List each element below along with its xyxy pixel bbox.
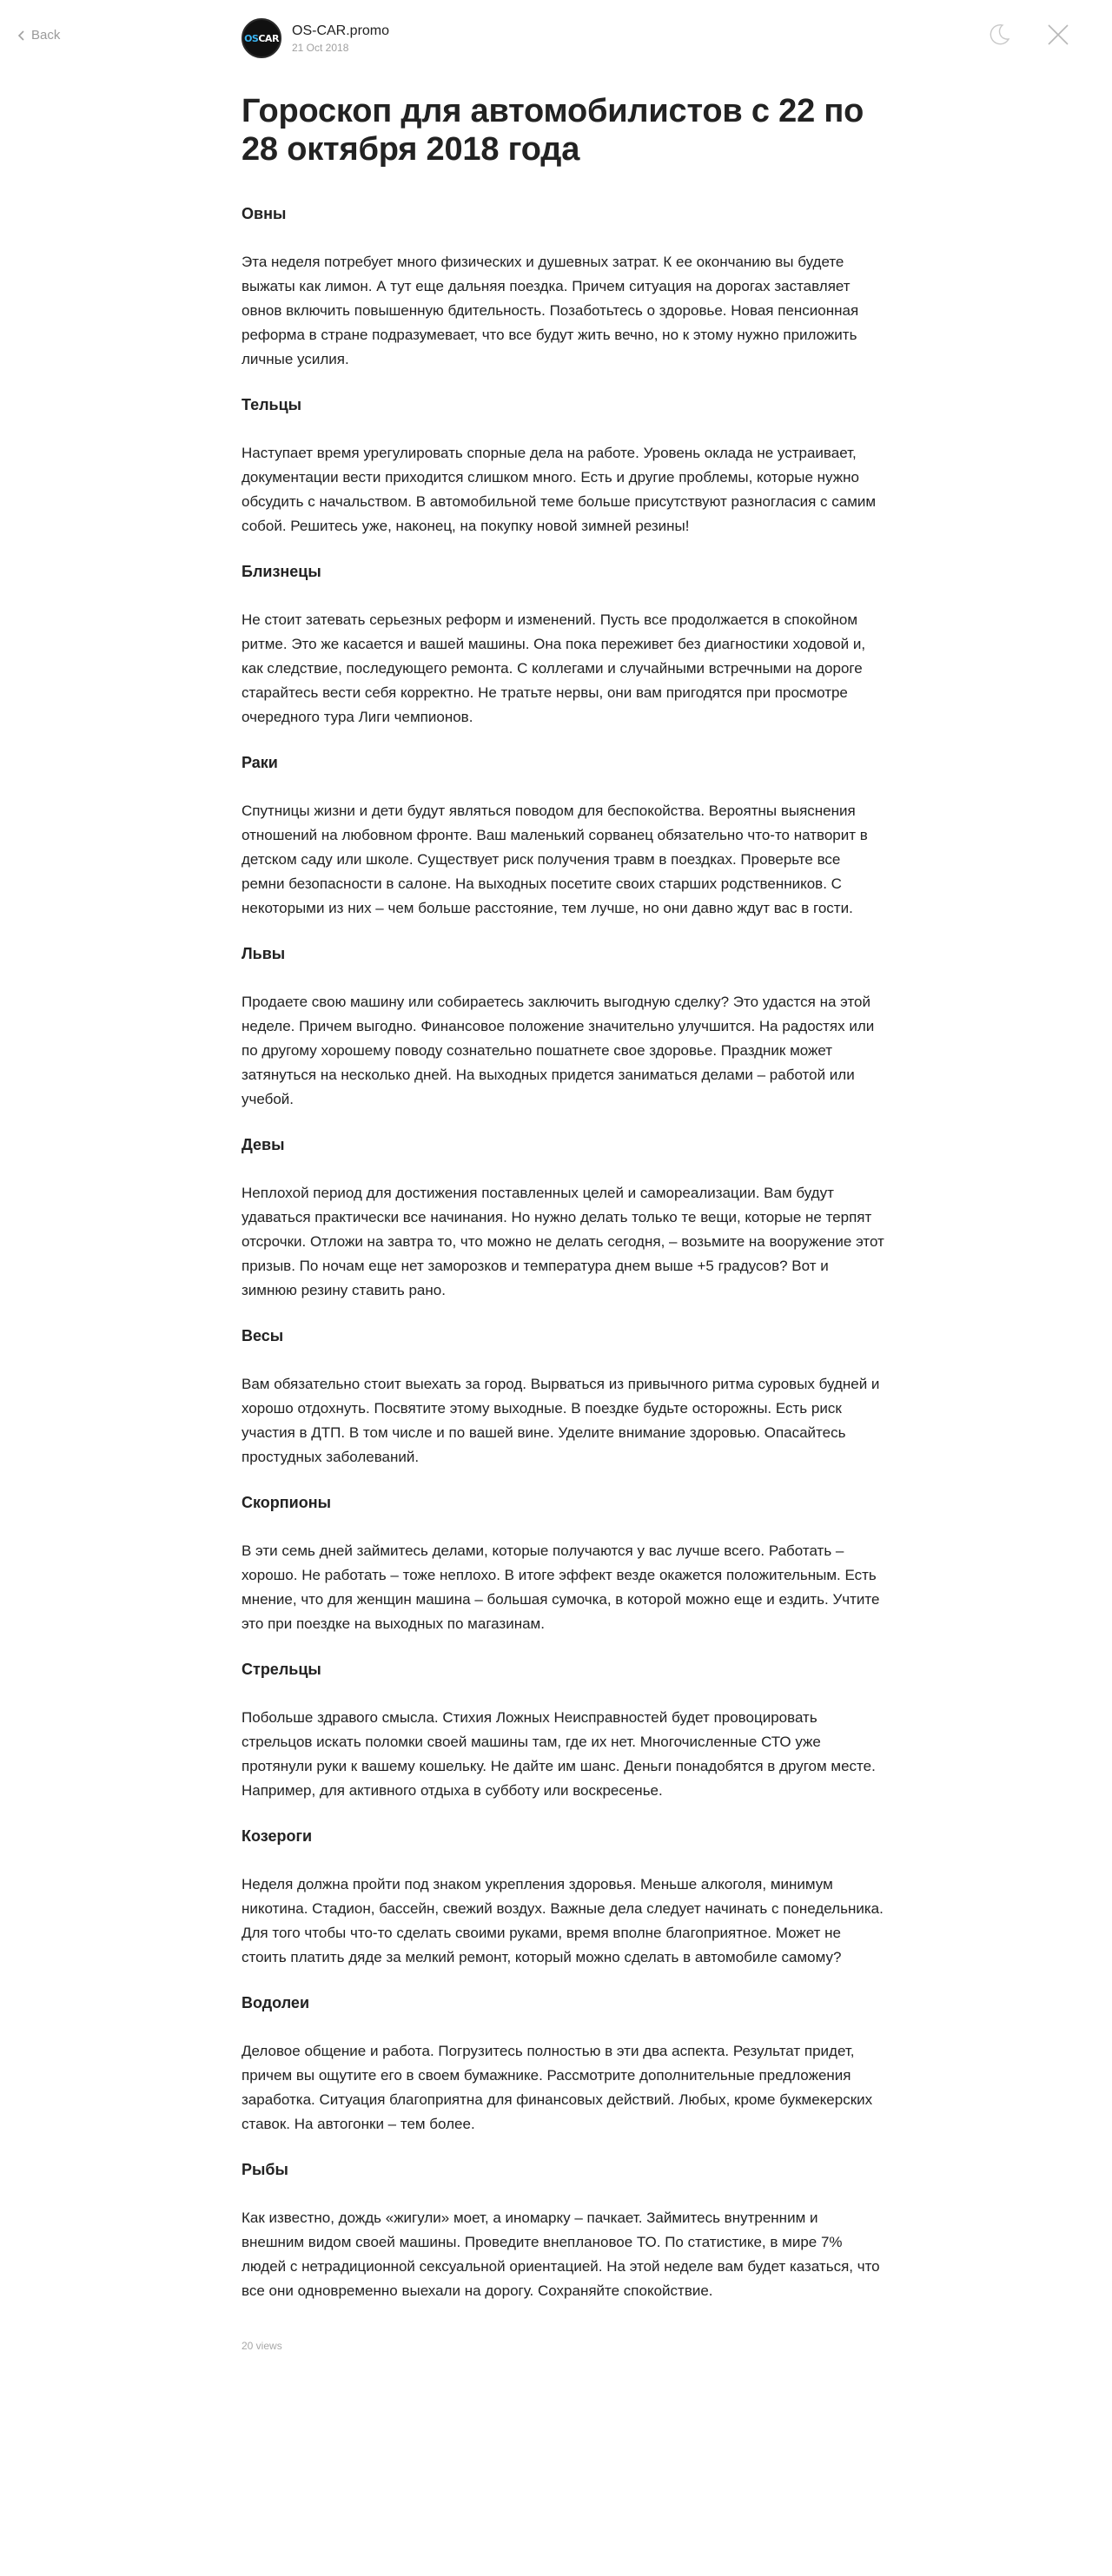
section-text: Побольше здравого смысла. Стихия Ложных Неисправностей будет провоцировать стрельцов искать поломки своей машины там, где их нет. Многочисленные СТО уже протянули руки к вашему кошельку. Не дайте им шанс. Деньги понадобятся в другом месте. Например, для активного отдыха в субботу или воскресенье.: [242, 1709, 876, 1799]
back-label: Back: [31, 28, 61, 43]
section-devy: [242, 1134, 884, 1303]
section-text: Не стоит затевать серьезных реформ и изменений. Пусть все продолжается в спокойном ритме. Это же касается и вашей машины. Она пока переживет без диагностики ходовой и, как следствие, последующего ремонта. С коллегами и случайными встречными на дороге старайтесь вести себя корректно. Не тратьте нервы, они вам пригодятся при просмотре очередного тура Лиги чемпионов.: [242, 611, 866, 725]
moon-icon: [986, 22, 1012, 52]
section-strelcy: [242, 1659, 884, 1803]
chevron-left-icon: [17, 30, 26, 42]
views-count: 20 views: [242, 2340, 282, 2352]
section-heading: Козероги: [242, 1827, 313, 1845]
section-bliznecy: [242, 561, 884, 730]
section-text: Вам обязательно стоит выехать за город. Вырваться из привычного ритма суровых будней и хорошо отдохнуть. Посвятите этому выходные. В поездке будьте осторожны. Есть риск участия в ДТП. В том числе и по вашей вине. Уделите внимание здоровью. Опасайтесь простудных заболеваний.: [242, 1376, 880, 1465]
section-heading: Раки: [242, 754, 278, 771]
os-car-logo: OSCAR: [244, 32, 279, 44]
author-name[interactable]: OS-CAR.promo: [292, 23, 390, 38]
section-text: Эта неделя потребует много физических и душевных затрат. К ее окончанию вы будете выжаты как лимон. А тут еще дальняя поездка. Причем ситуация на дорогах заставляет овнов включить повышенную бдительность. Позаботьтесь о здоровье. Новая пенсионная реформа в стране подразумевает, что все будут жить вечно, но к этому нужно приложить личные усилия.: [242, 254, 859, 367]
section-kozerogi: [242, 1826, 884, 1970]
section-ryby: [242, 2159, 884, 2303]
section-heading: Скорпионы: [242, 1494, 331, 1511]
article-body: [242, 203, 884, 2303]
page-title: Гороскоп для автомобилистов с 22 по 28 октября 2018 года: [242, 93, 864, 168]
author-meta: [292, 23, 389, 54]
section-text: В эти семь дней займитесь делами, которые получаются у вас лучше всего. Работать – хорошо. Не работать – тоже неплохо. В итоге эффект везде окажется положительным. Есть мнение, что для женщин машина – большая сумочка, в которой можно еще и ездить. Учтите это при поездке на выходных по магазинам.: [242, 1542, 880, 1632]
section-heading: Рыбы: [242, 2161, 288, 2178]
section-text: Наступает время урегулировать спорные дела на работе. Уровень оклада не устраивает, документации вести приходится слишком много. Есть и другие проблемы, которые нужно обсудить с начальством. В автомобильной теме больше присутствуют разногласия с самим собой. Решитесь уже, наконец, на покупку новой зимней резины!: [242, 445, 877, 534]
section-text: Неделя должна пройти под знаком укрепления здоровья. Меньше алкоголя, минимум никотина. Стадион, бассейн, свежий воздух. Важные дела следует начинать с понедельника. Для того чтобы что-то сделать своими руками, время вполне благоприятное. Может не стоить платить дяде за мелкий ремонт, который можно сделать в автомобиле самому?: [242, 1876, 884, 1965]
publish-date: 21 Oct 2018: [292, 41, 349, 54]
back-button[interactable]: [17, 28, 60, 43]
section-text: Спутницы жизни и дети будут являться поводом для беспокойства. Вероятны выяснения отношений на любовном фронте. Ваш маленький сорванец обязательно что-то натворит в детском саду или школе. Существует риск получения травм в поездках. Проверьте все ремни безопасности в салоне. На выходных посетите своих старших родственников. С некоторыми из них – чем больше расстояние, тем лучше, но они давно ждут вас в гости.: [242, 803, 868, 916]
section-text: Продаете свою машину или собираетесь заключить выгодную сделку? Это удастся на этой неделе. Причем выгодно. Финансовое положение значительно улучшится. На радостях или по другому хорошему поводу сознательно пошатнете свое здоровье. Праздник может затянуться на несколько дней. На выходных придется заниматься делами – работой или учебой.: [242, 994, 875, 1107]
section-raki: [242, 752, 884, 921]
section-heading: Близнецы: [242, 563, 321, 580]
section-text: Неплохой период для достижения поставленных целей и самореализации. Вам будут удаваться практически все начинания. Но нужно делать только те вещи, которые не терпят отсрочки. Отложи на завтра то, что можно не делать сегодня, – возьмите на вооружение этот призыв. По ночам еще нет заморозков и температура днем выше +5 градусов? Вот и зимнюю резину ставить рано.: [242, 1185, 884, 1298]
section-heading: Весы: [242, 1327, 284, 1344]
close-button[interactable]: [1044, 23, 1072, 50]
section-heading: Стрельцы: [242, 1661, 321, 1678]
theme-toggle-button[interactable]: [985, 23, 1013, 50]
section-telcy: [242, 394, 884, 538]
top-actions: [985, 23, 1072, 50]
section-skorpiony: [242, 1492, 884, 1636]
section-ovny: [242, 203, 884, 372]
section-heading: Девы: [242, 1136, 285, 1153]
section-heading: Овны: [242, 205, 287, 222]
section-heading: Водолеи: [242, 1994, 310, 2011]
section-text: Как известно, дождь «жигули» моет, а иномарку – пачкает. Займитесь внутренним и внешним видом своей машины. Проведите внеплановое ТО. По статистике, в мире 7% людей с нетрадиционной сексуальной ориентацией. На этой неделе вам будет казаться, что все они одновременно выехали на дорогу. Сохраняйте спокойствие.: [242, 2209, 880, 2299]
section-vesy: [242, 1325, 884, 1470]
article-container: [242, 0, 884, 2352]
section-heading: Львы: [242, 945, 286, 962]
section-vodolei: [242, 1992, 884, 2137]
author-block: [242, 17, 884, 59]
section-text: Деловое общение и работа. Погрузитесь полностью в эти два аспекта. Результат придет, причем вы ощутите его в своем бумажнике. Рассмотрите дополнительные предложения заработка. Ситуация благоприятна для финансовых действий. Любых, кроме букмекерских ставок. На автогонки – тем более.: [242, 2043, 873, 2132]
section-lvy: [242, 943, 884, 1112]
section-heading: Тельцы: [242, 396, 302, 413]
close-icon: [1046, 23, 1070, 51]
avatar[interactable]: [242, 18, 281, 58]
